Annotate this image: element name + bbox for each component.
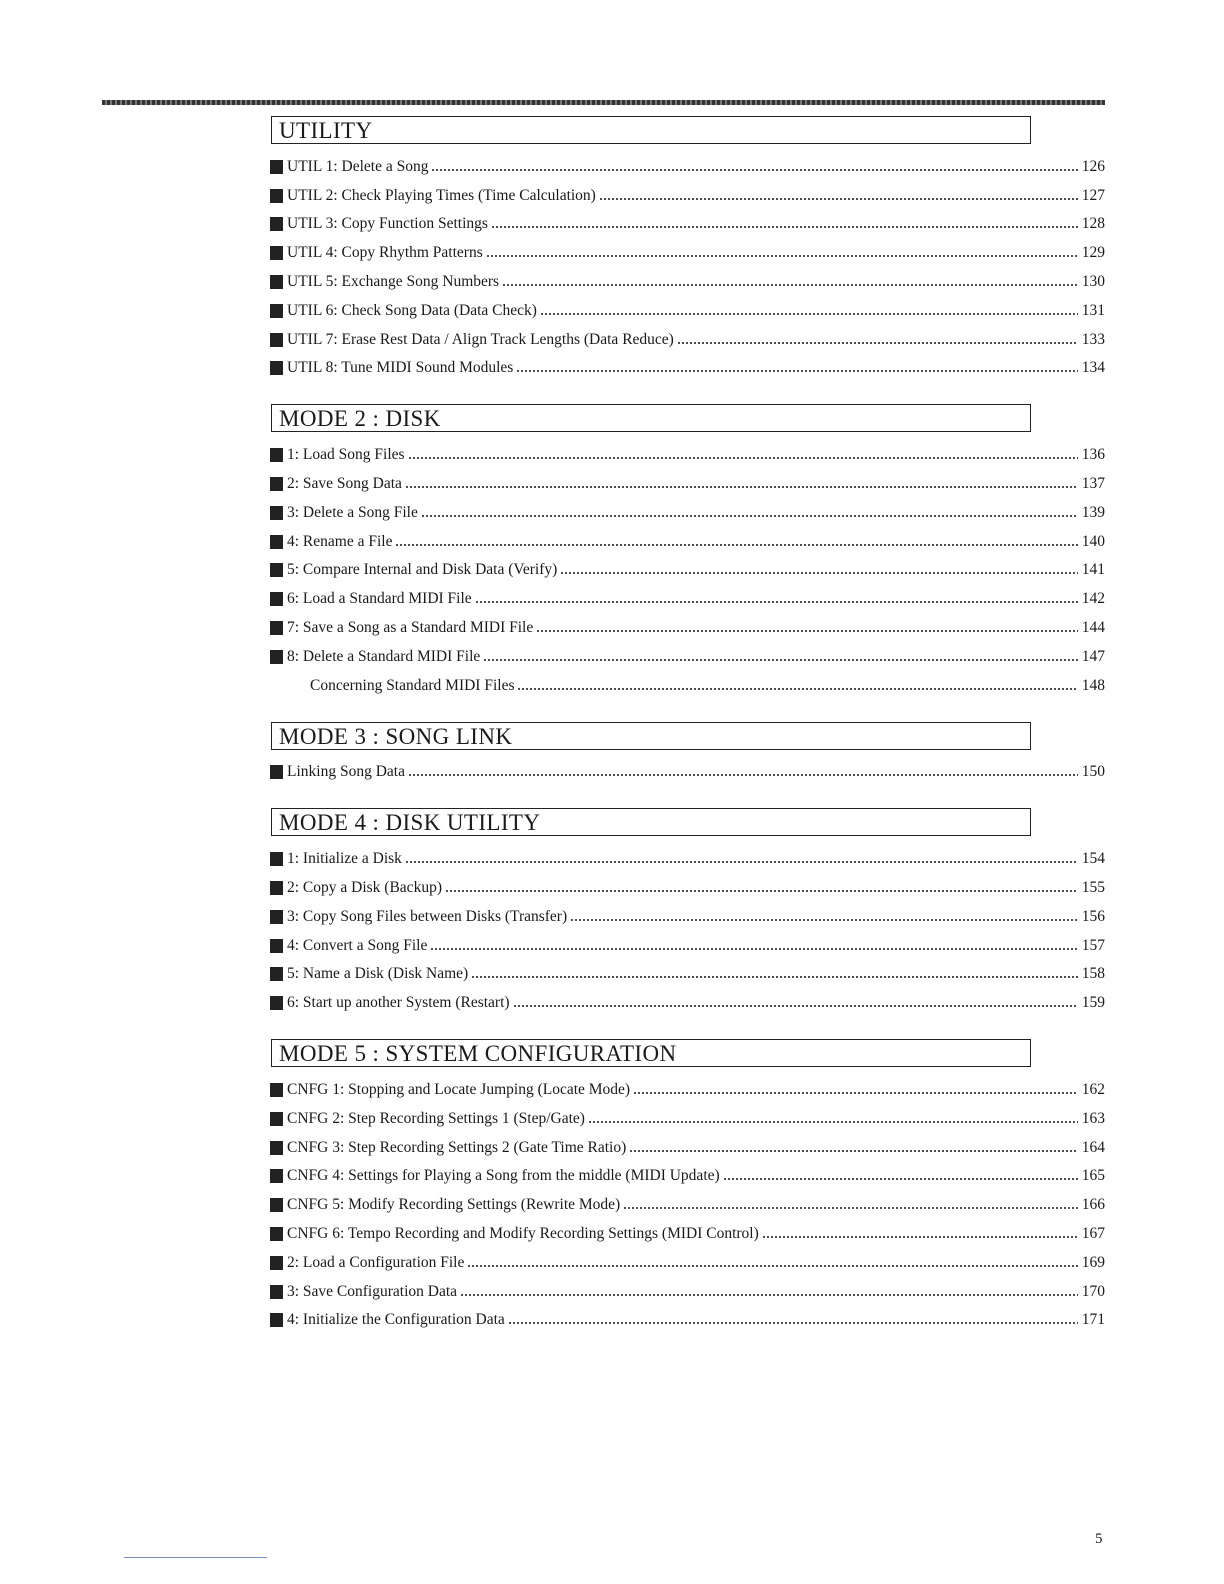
entry-page-number: 167: [1081, 1224, 1105, 1242]
entry-title: 3: Delete a Song File: [287, 503, 418, 521]
toc-entry[interactable]: [270, 465, 1106, 494]
entry-title: 4: Rename a File: [287, 532, 393, 550]
square-bullet-icon: [270, 304, 283, 318]
entry-title: UTIL 1: Delete a Song: [287, 157, 429, 175]
entry-title: 2: Save Song Data: [287, 474, 402, 492]
entry-title: CNFG 5: Modify Recording Settings (Rewrite Mode): [287, 1196, 621, 1214]
toc-entry[interactable]: [270, 523, 1106, 552]
section-heading-box: [271, 722, 1031, 750]
square-bullet-icon: [270, 160, 283, 174]
entry-title: 1: Initialize a Disk: [287, 850, 402, 868]
toc-entry[interactable]: [270, 177, 1106, 206]
toc-section: [270, 116, 1106, 378]
dot-leader: [405, 860, 1078, 864]
dot-leader: [431, 168, 1078, 172]
entry-title: 2: Load a Configuration File: [287, 1253, 465, 1271]
entry-page-number: 155: [1081, 878, 1105, 896]
entry-page-number: 130: [1081, 272, 1105, 290]
dot-leader: [430, 947, 1078, 951]
dot-leader: [560, 571, 1078, 575]
square-bullet-icon: [270, 1256, 283, 1270]
toc-entry[interactable]: [270, 1244, 1106, 1273]
entry-page-number: 159: [1081, 994, 1105, 1012]
entry-title: CNFG 6: Tempo Recording and Modify Recording Settings (MIDI Control): [287, 1224, 759, 1242]
dot-leader: [408, 773, 1078, 777]
square-bullet-icon: [270, 967, 283, 981]
entry-title: UTIL 3: Copy Function Settings: [287, 215, 488, 233]
dot-leader: [623, 1206, 1078, 1210]
dot-leader: [491, 225, 1078, 229]
dot-leader: [460, 1293, 1078, 1297]
dot-leader: [508, 1321, 1078, 1325]
square-bullet-icon: [270, 1169, 283, 1183]
square-bullet-icon: [270, 563, 283, 577]
square-bullet-icon: [270, 996, 283, 1010]
square-bullet-icon: [270, 1285, 283, 1299]
bottom-rule: [124, 1557, 267, 1558]
dot-leader: [536, 629, 1078, 633]
entry-page-number: 142: [1081, 590, 1105, 608]
square-bullet-icon: [270, 1141, 283, 1155]
toc-entry[interactable]: [270, 1186, 1106, 1215]
entry-title: UTIL 6: Check Song Data (Data Check): [287, 301, 537, 319]
entry-page-number: 131: [1081, 301, 1105, 319]
square-bullet-icon: [270, 765, 283, 779]
entry-title: 6: Load a Standard MIDI File: [287, 590, 472, 608]
toc-entry[interactable]: [270, 609, 1106, 638]
entry-title: 5: Compare Internal and Disk Data (Verify): [287, 561, 558, 579]
section-heading: MODE 2 : DISK: [279, 406, 441, 432]
entry-title: UTIL 4: Copy Rhythm Patterns: [287, 244, 483, 262]
toc-entry[interactable]: [270, 638, 1106, 667]
dot-leader: [540, 312, 1078, 316]
dot-leader: [486, 254, 1078, 258]
square-bullet-icon: [270, 1313, 283, 1327]
entry-title: 4: Initialize the Configuration Data: [287, 1311, 505, 1329]
toc-section: [270, 722, 1106, 783]
dot-leader: [517, 687, 1078, 691]
entry-page-number: 158: [1081, 965, 1105, 983]
section-heading: MODE 3 : SONG LINK: [279, 723, 513, 749]
top-rule: [102, 100, 1105, 105]
dot-leader: [633, 1091, 1078, 1095]
toc-entry[interactable]: [270, 927, 1106, 956]
entry-page-number: 170: [1081, 1282, 1105, 1300]
dot-leader: [762, 1235, 1078, 1239]
toc-entry[interactable]: [270, 552, 1106, 581]
entry-title: CNFG 2: Step Recording Settings 1 (Step/Gate): [287, 1109, 585, 1127]
toc-entry[interactable]: [270, 869, 1106, 898]
section-heading-box: [271, 404, 1031, 432]
dot-leader: [475, 600, 1078, 604]
entry-page-number: 147: [1081, 647, 1105, 665]
entry-title: 6: Start up another System (Restart): [287, 994, 510, 1012]
square-bullet-icon: [270, 333, 283, 347]
square-bullet-icon: [270, 246, 283, 260]
dot-leader: [677, 341, 1078, 345]
dot-leader: [421, 514, 1078, 518]
square-bullet-icon: [270, 217, 283, 231]
toc-section: [270, 404, 1106, 695]
page-number: 5: [1095, 1531, 1103, 1547]
dot-leader: [445, 889, 1078, 893]
toc-entry[interactable]: [270, 350, 1106, 379]
square-bullet-icon: [270, 477, 283, 491]
square-bullet-icon: [270, 189, 283, 203]
entry-page-number: 129: [1081, 244, 1105, 262]
section-heading: MODE 5 : SYSTEM CONFIGURATION: [279, 1041, 677, 1067]
toc-entry[interactable]: [270, 1302, 1106, 1331]
dot-leader: [588, 1120, 1078, 1124]
toc-entry[interactable]: [270, 1158, 1106, 1187]
section-heading: MODE 4 : DISK UTILITY: [279, 810, 541, 836]
entry-page-number: 171: [1081, 1311, 1105, 1329]
entry-page-number: 157: [1081, 936, 1105, 954]
square-bullet-icon: [270, 535, 283, 549]
dot-leader: [516, 369, 1078, 373]
entry-title: 5: Name a Disk (Disk Name): [287, 965, 469, 983]
toc-entry[interactable]: [270, 436, 1106, 465]
square-bullet-icon: [270, 361, 283, 375]
entry-page-number: 148: [1081, 676, 1105, 694]
entry-page-number: 154: [1081, 850, 1105, 868]
entry-page-number: 144: [1081, 618, 1105, 636]
square-bullet-icon: [270, 592, 283, 606]
dot-leader: [483, 658, 1078, 662]
entry-page-number: 128: [1081, 215, 1105, 233]
entry-title: CNFG 4: Settings for Playing a Song from the middle (MIDI Update): [287, 1167, 720, 1185]
entry-title: 2: Copy a Disk (Backup): [287, 878, 442, 896]
toc-entry[interactable]: [270, 292, 1106, 321]
square-bullet-icon: [270, 275, 283, 289]
entry-page-number: 139: [1081, 503, 1105, 521]
toc-entry[interactable]: [270, 206, 1106, 235]
entry-title: CNFG 3: Step Recording Settings 2 (Gate Time Ratio): [287, 1138, 627, 1156]
dot-leader: [471, 975, 1078, 979]
entry-page-number: 164: [1081, 1138, 1105, 1156]
toc-entry[interactable]: [270, 754, 1106, 783]
toc-section: [270, 1039, 1106, 1330]
toc-entry[interactable]: [270, 263, 1106, 292]
toc-entry[interactable]: [270, 667, 1106, 696]
entry-page-number: 150: [1081, 763, 1105, 781]
toc-entry[interactable]: [270, 234, 1106, 263]
entry-page-number: 137: [1081, 474, 1105, 492]
toc-entry[interactable]: [270, 1071, 1106, 1100]
toc-entry[interactable]: [270, 1215, 1106, 1244]
entry-title: UTIL 2: Check Playing Times (Time Calculation): [287, 186, 596, 204]
toc-entry[interactable]: [270, 840, 1106, 869]
entry-page-number: 169: [1081, 1253, 1105, 1271]
square-bullet-icon: [270, 1198, 283, 1212]
entry-page-number: 127: [1081, 186, 1105, 204]
entry-page-number: 156: [1081, 907, 1105, 925]
entry-title: 7: Save a Song as a Standard MIDI File: [287, 618, 534, 636]
entry-title: 3: Save Configuration Data: [287, 1282, 458, 1300]
square-bullet-icon: [270, 650, 283, 664]
dot-leader: [408, 456, 1078, 460]
square-bullet-icon: [270, 910, 283, 924]
toc-entry[interactable]: [270, 984, 1106, 1013]
square-bullet-icon: [270, 621, 283, 635]
toc-entry[interactable]: [270, 494, 1106, 523]
square-bullet-icon: [270, 881, 283, 895]
entry-page-number: 136: [1081, 446, 1105, 464]
entry-title: UTIL 7: Erase Rest Data / Align Track Lengths (Data Reduce): [287, 330, 674, 348]
entry-title: UTIL 5: Exchange Song Numbers: [287, 272, 500, 290]
dot-leader: [570, 918, 1078, 922]
section-heading-box: [271, 1039, 1031, 1067]
entry-title: Concerning Standard MIDI Files: [310, 676, 515, 694]
toc-entry[interactable]: [270, 580, 1106, 609]
toc-entry[interactable]: [270, 1129, 1106, 1158]
entry-title: CNFG 1: Stopping and Locate Jumping (Locate Mode): [287, 1080, 631, 1098]
entry-title: 3: Copy Song Files between Disks (Transfer): [287, 907, 568, 925]
entry-title: 1: Load Song Files: [287, 446, 405, 464]
square-bullet-icon: [270, 1227, 283, 1241]
toc-entry[interactable]: [270, 321, 1106, 350]
dot-leader: [502, 283, 1078, 287]
square-bullet-icon: [270, 1112, 283, 1126]
entry-page-number: 133: [1081, 330, 1105, 348]
entry-page-number: 163: [1081, 1109, 1105, 1127]
entry-page-number: 166: [1081, 1196, 1105, 1214]
dot-leader: [629, 1149, 1078, 1153]
dot-leader: [599, 197, 1078, 201]
dot-leader: [467, 1264, 1078, 1268]
dot-leader: [405, 485, 1078, 489]
dot-leader: [395, 543, 1078, 547]
toc-section: [270, 808, 1106, 1013]
entry-page-number: 165: [1081, 1167, 1105, 1185]
entry-page-number: 162: [1081, 1080, 1105, 1098]
dot-leader: [723, 1177, 1078, 1181]
section-heading-box: [271, 808, 1031, 836]
toc-entry[interactable]: [270, 1100, 1106, 1129]
toc-entry[interactable]: [270, 1273, 1106, 1302]
toc-entry[interactable]: [270, 148, 1106, 177]
square-bullet-icon: [270, 852, 283, 866]
square-bullet-icon: [270, 448, 283, 462]
section-heading-box: [271, 116, 1031, 144]
table-of-contents: [270, 116, 1106, 1356]
dot-leader: [513, 1004, 1078, 1008]
square-bullet-icon: [270, 939, 283, 953]
square-bullet-icon: [270, 506, 283, 520]
entry-title: UTIL 8: Tune MIDI Sound Modules: [287, 359, 514, 377]
toc-entry[interactable]: [270, 956, 1106, 985]
section-heading: UTILITY: [279, 118, 373, 143]
entry-page-number: 140: [1081, 532, 1105, 550]
entry-page-number: 126: [1081, 157, 1105, 175]
entry-title: 8: Delete a Standard MIDI File: [287, 647, 481, 665]
entry-page-number: 141: [1081, 561, 1105, 579]
entry-title: Linking Song Data: [287, 763, 405, 781]
entry-title: 4: Convert a Song File: [287, 936, 428, 954]
toc-entry[interactable]: [270, 898, 1106, 927]
square-bullet-icon: [270, 1083, 283, 1097]
entry-page-number: 134: [1081, 359, 1105, 377]
